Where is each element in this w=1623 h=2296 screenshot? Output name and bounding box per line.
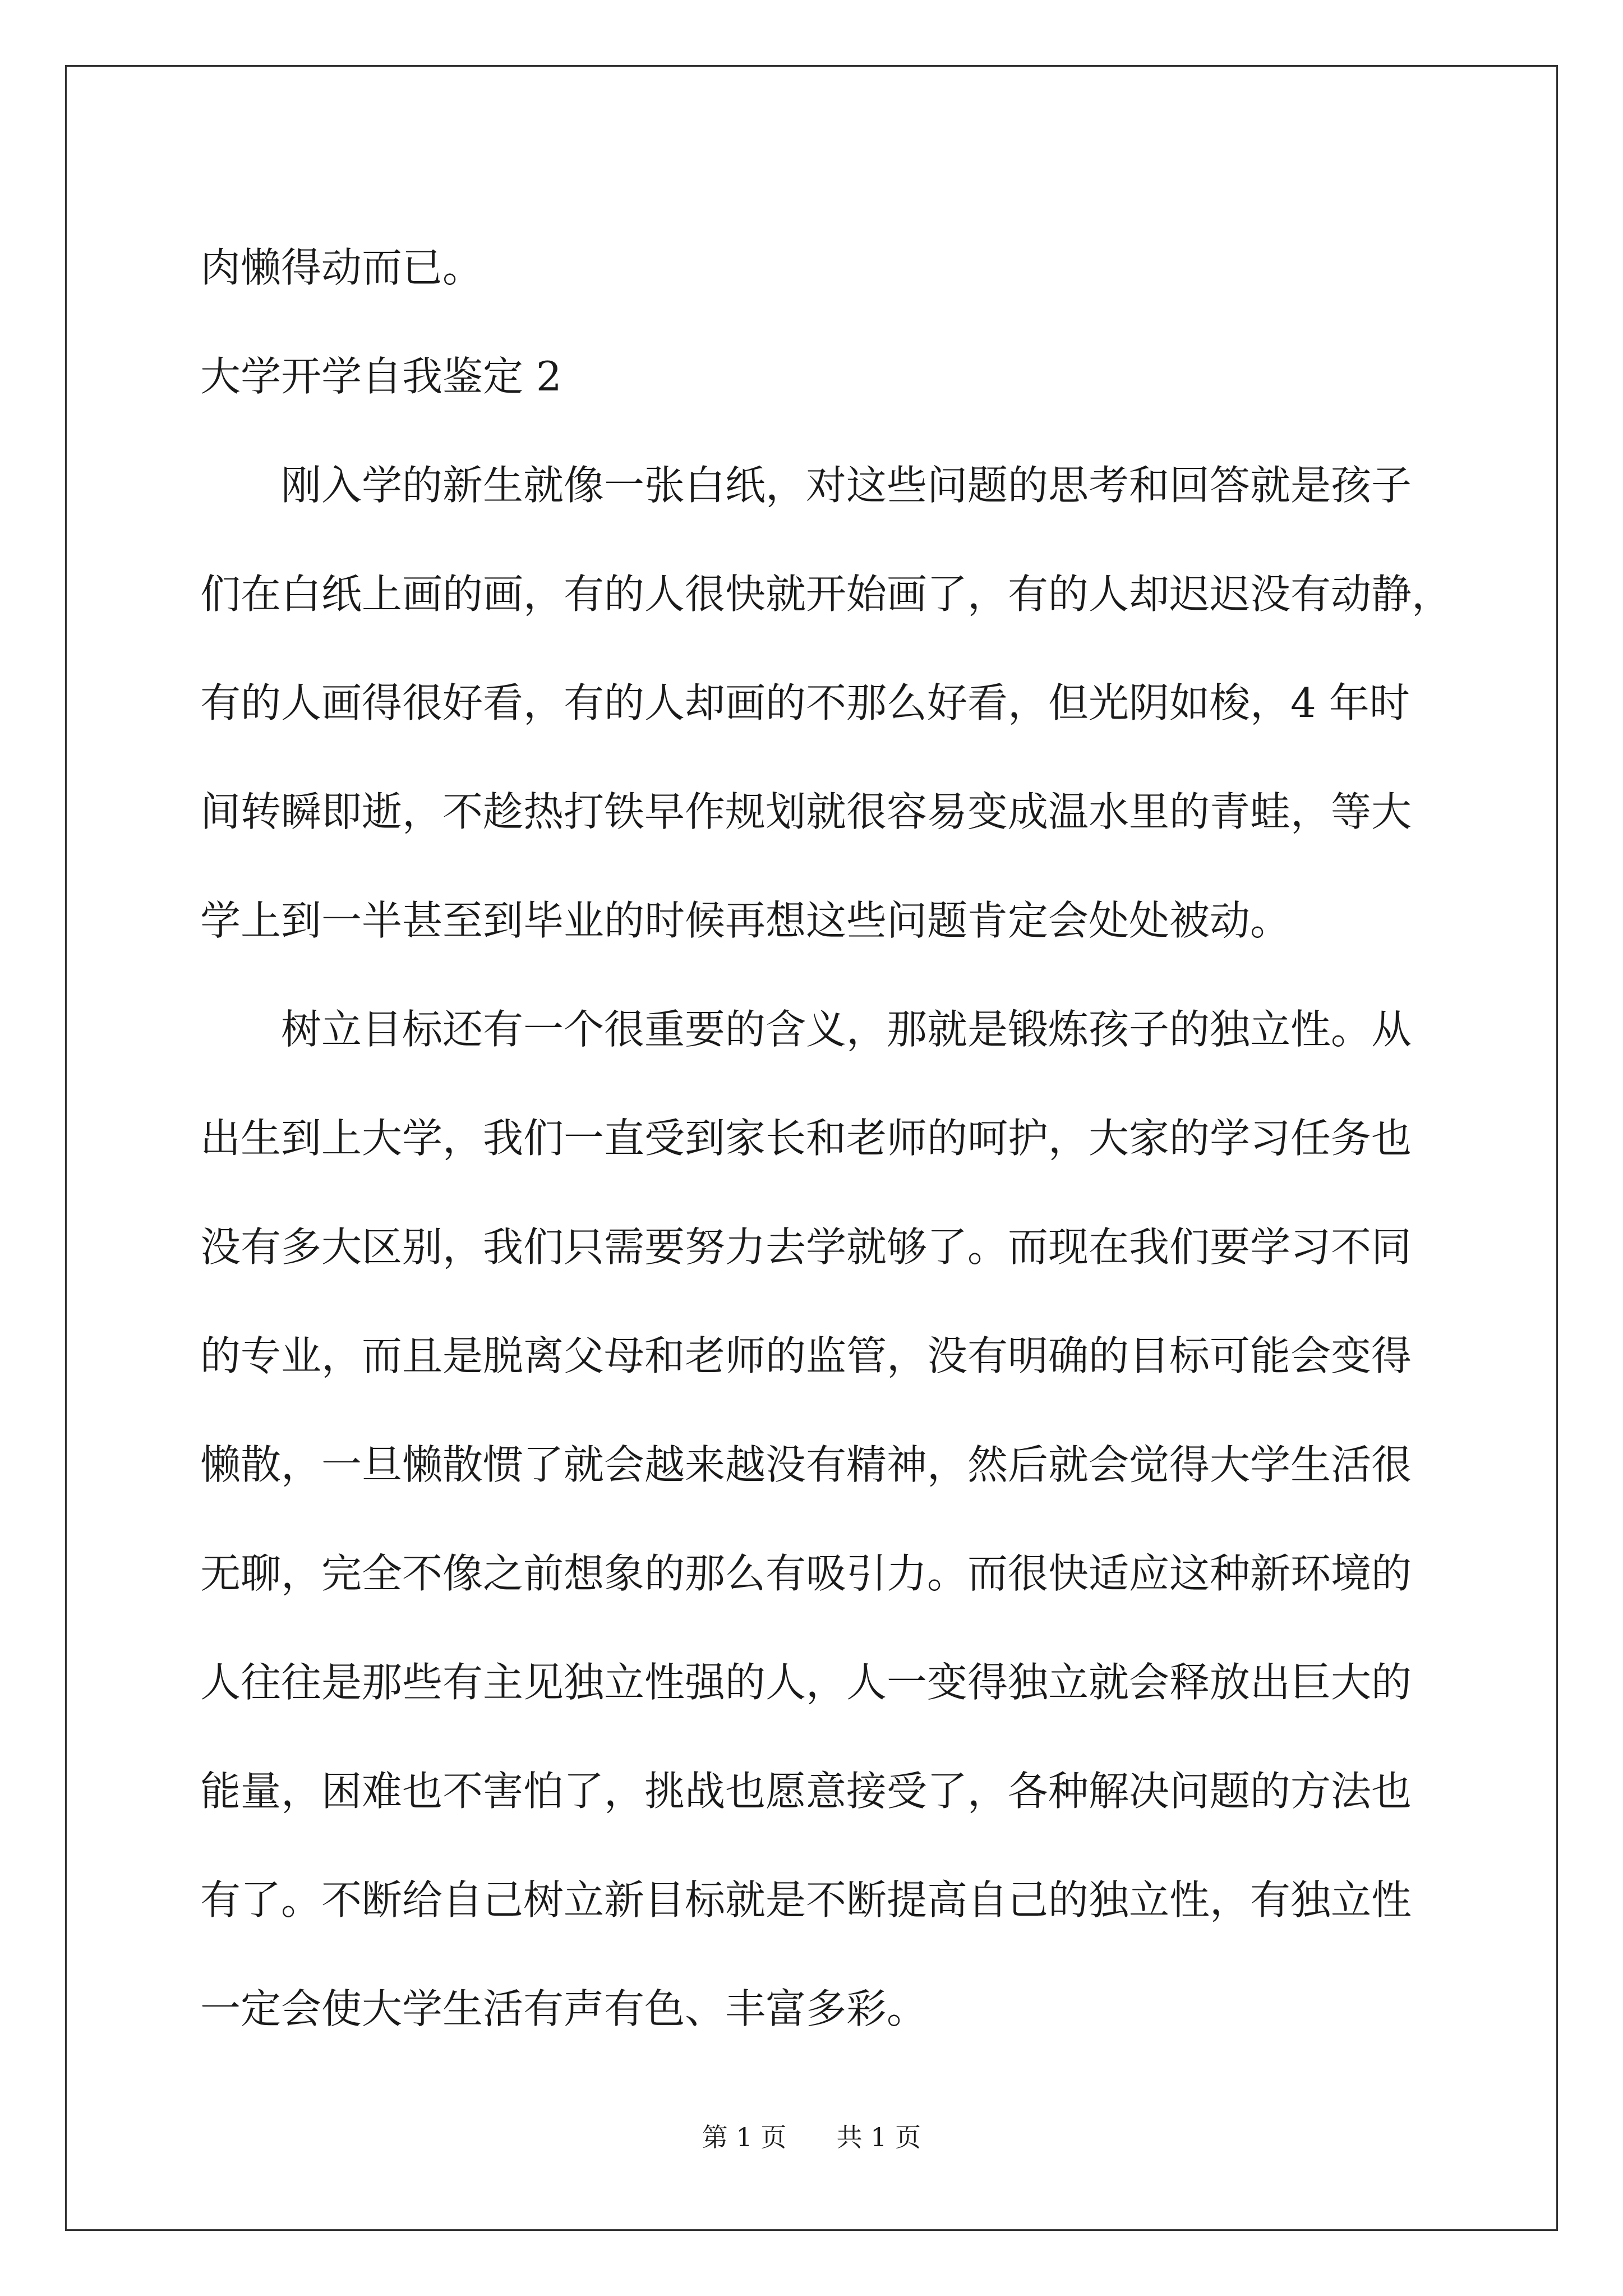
text-line: 间转瞬即逝，不趁热打铁早作规划就很容易变成温水里的青蛙，等大 xyxy=(200,788,1412,835)
text-line: 出生到上大学，我们一直受到家长和老师的呵护，大家的学习任务也 xyxy=(200,1115,1412,1162)
text-line: 们在白纸上画的画，有的人很快就开始画了，有的人却迟迟没有动静， xyxy=(200,570,1453,618)
section-heading: 大学开学自我鉴定 2 xyxy=(200,353,562,400)
text-line: 肉懒得动而已。 xyxy=(200,244,483,291)
text-line: 没有多大区别，我们只需要努力去学就够了。而现在我们要学习不同 xyxy=(200,1223,1412,1271)
text-line: 无聊，完全不像之前想象的那么有吸引力。而很快适应这种新环境的 xyxy=(200,1550,1412,1597)
text-line: 学上到一半甚至到毕业的时候再想这些问题肯定会处处被动。 xyxy=(200,897,1291,944)
text-line: 懒散，一旦懒散惯了就会越来越没有精神，然后就会觉得大学生活很 xyxy=(200,1441,1412,1488)
paragraph-start-line: 树立目标还有一个很重要的含义，那就是锻炼孩子的独立性。从 xyxy=(281,1006,1412,1053)
text-line: 有的人画得很好看，有的人却画的不那么好看，但光阴如梭，4 年时 xyxy=(200,679,1410,726)
text-line: 人往往是那些有主见独立性强的人，人一变得独立就会释放出巨大的 xyxy=(200,1659,1412,1706)
page-number-current: 第 1 页 xyxy=(702,2122,787,2152)
text-line: 的专业，而且是脱离父母和老师的监管，没有明确的目标可能会变得 xyxy=(200,1332,1412,1379)
text-line: 能量，困难也不害怕了，挑战也愿意接受了，各种解决问题的方法也 xyxy=(200,1768,1412,1815)
paragraph-start-line: 刚入学的新生就像一张白纸，对这些问题的思考和回答就是孩子 xyxy=(281,462,1412,509)
page-number-total: 共 1 页 xyxy=(836,2122,921,2152)
text-line: 有了。不断给自己树立新目标就是不断提高自己的独立性，有独立性 xyxy=(200,1876,1412,1924)
page-footer xyxy=(0,2120,1623,2154)
document-body xyxy=(200,213,1453,2063)
text-line: 一定会使大学生活有声有色、丰富多彩。 xyxy=(200,1985,928,2032)
